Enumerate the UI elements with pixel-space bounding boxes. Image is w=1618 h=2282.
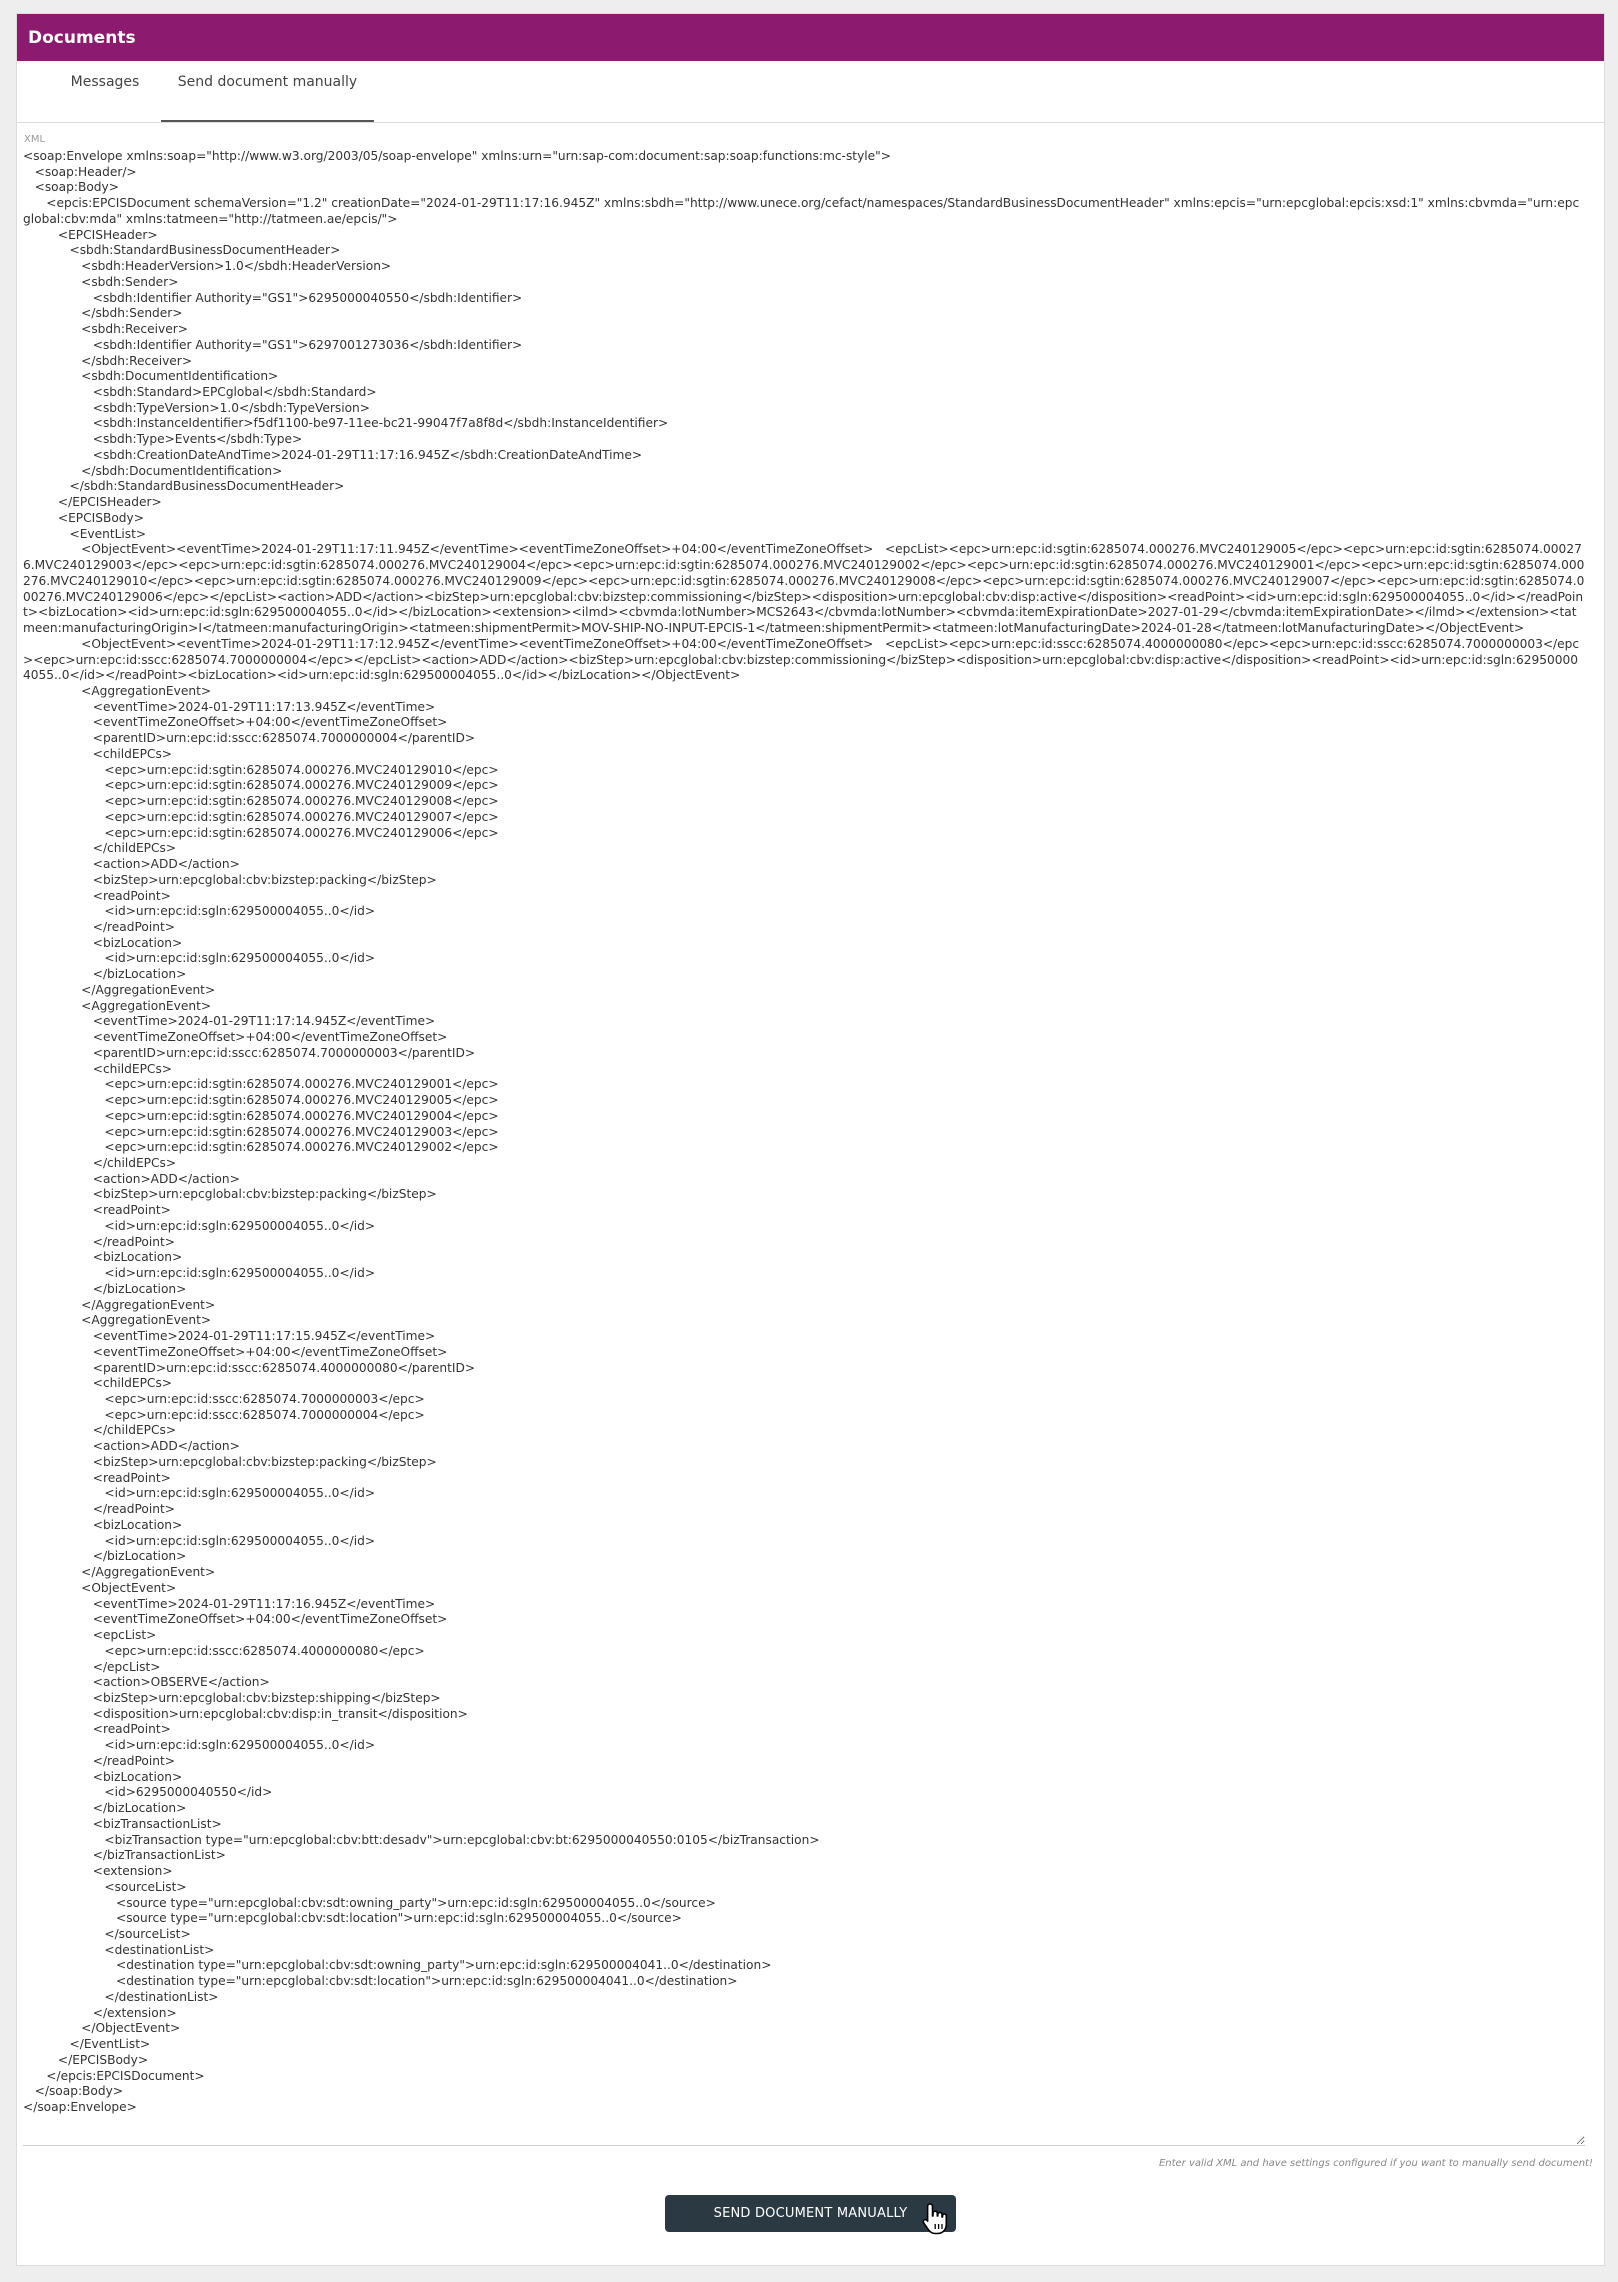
xml-textarea[interactable]: [23, 149, 1585, 2146]
tab-messages[interactable]: Messages: [70, 74, 140, 90]
hint-text: Enter valid XML and have settings configured if you want to manually send document!: [1158, 2158, 1593, 2169]
xml-field-label: XML: [24, 134, 46, 145]
tab-bar: [17, 61, 1604, 123]
hand-pointer-icon: [922, 2202, 948, 2236]
panel-title: Documents: [17, 14, 1604, 61]
tab-send-document-manually[interactable]: Send document manually: [161, 74, 374, 122]
send-document-manually-button[interactable]: SEND DOCUMENT MANUALLY: [665, 2195, 956, 2232]
